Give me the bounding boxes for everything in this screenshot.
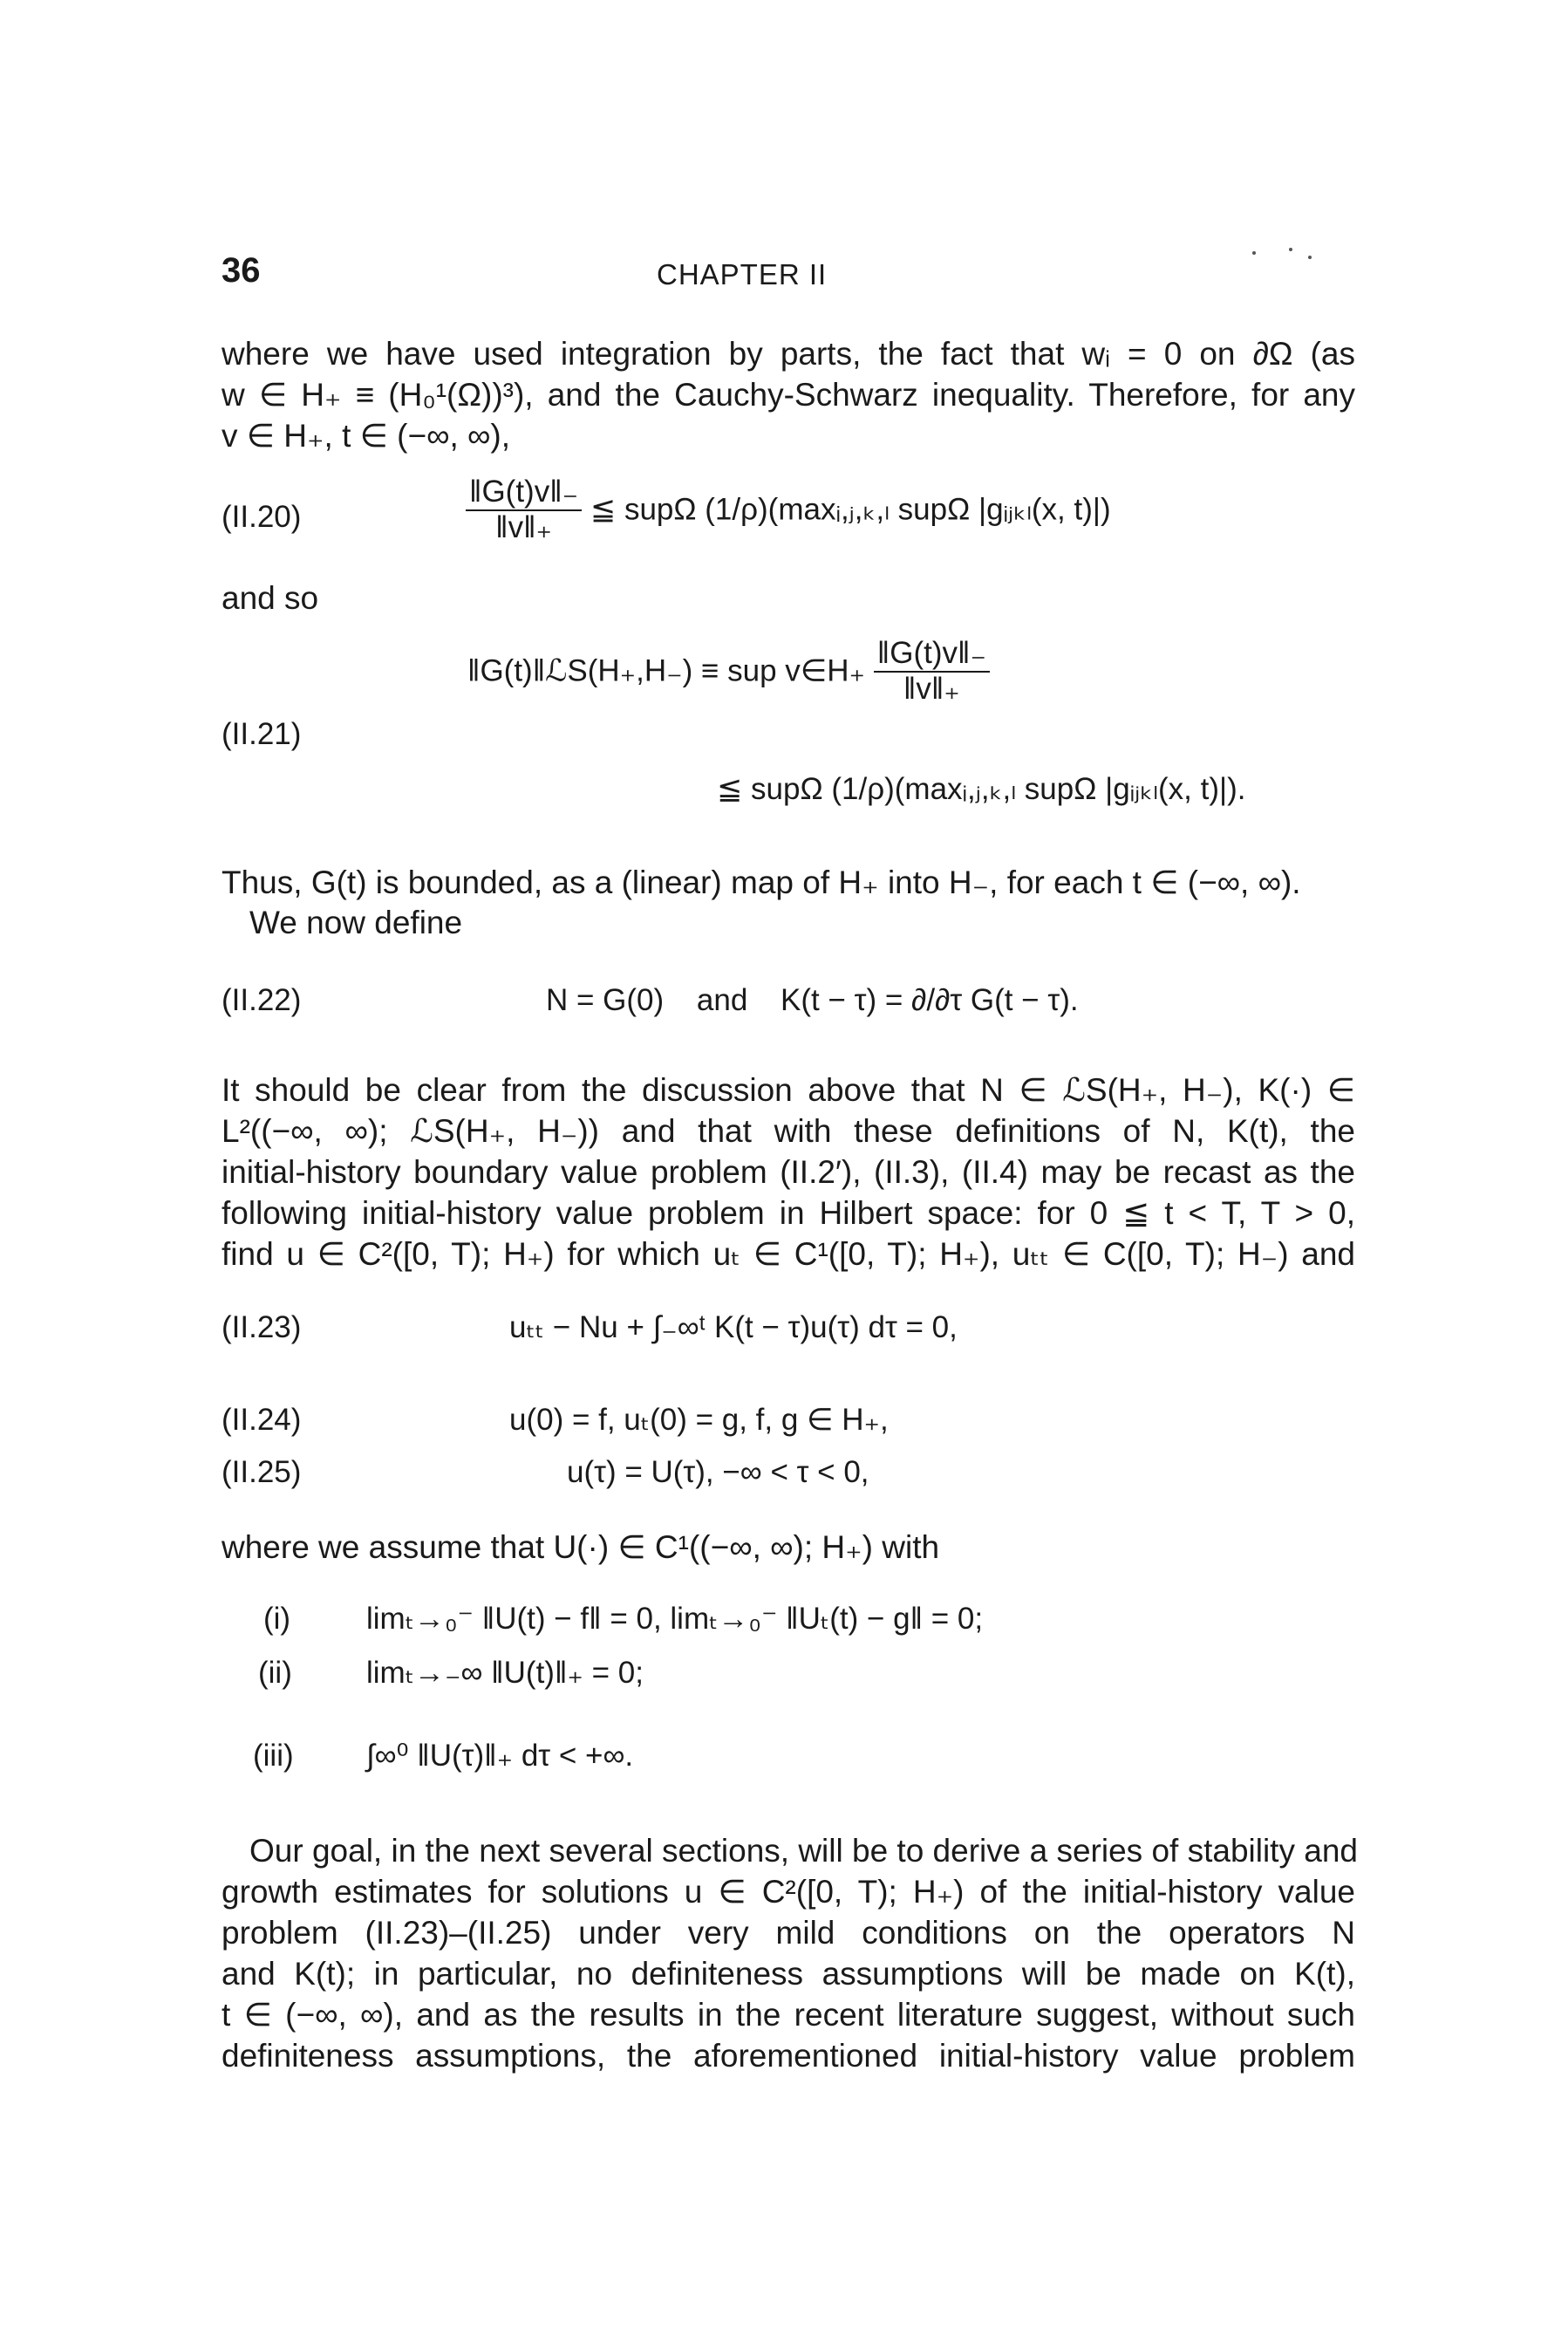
connective-text: and so xyxy=(222,580,319,616)
equation-II-21-line2: ≦ supΩ (1/ρ)(maxᵢ,ⱼ,ₖ,ₗ supΩ |gᵢⱼₖₗ(x, t)|). xyxy=(717,772,1246,806)
equation-II-20 xyxy=(466,475,1111,544)
equation-II-21-line1 xyxy=(467,637,990,706)
fraction-denominator: ‖v‖₊ xyxy=(903,671,960,706)
page-number: 36 xyxy=(222,251,261,290)
equation-label: (II.23) xyxy=(222,1310,302,1344)
equation-part: K(t − τ) = ∂/∂τ G(t − τ). xyxy=(781,983,1079,1017)
condition-text: limₜ→₀⁻ ‖U(t) − f‖ = 0, limₜ→₀⁻ ‖Uₜ(t) − g‖ = 0; xyxy=(366,1602,984,1636)
fraction-numerator: ‖G(t)v‖₋ xyxy=(874,637,990,673)
running-head: CHAPTER II xyxy=(657,258,828,290)
equation-label: (II.25) xyxy=(222,1455,302,1489)
text-line: where we have used integration by parts, the fact that wᵢ = 0 on ∂Ω (as xyxy=(222,336,1355,372)
text-line: definiteness assumptions, the aforementioned initial-history value problem xyxy=(222,2038,1355,2074)
text-line: It should be clear from the discussion above that N ∈ ℒS(H₊, H₋), K(·) ∈ xyxy=(222,1072,1355,1108)
scan-speck xyxy=(1308,256,1312,259)
condition-label: (i) xyxy=(263,1602,291,1636)
equation-II-22 xyxy=(546,983,1079,1018)
fraction-numerator: ‖G(t)v‖₋ xyxy=(466,475,582,511)
equation-label: (II.21) xyxy=(222,717,302,751)
text-line: t ∈ (−∞, ∞), and as the results in the recent literature suggest, without such xyxy=(222,1997,1355,2033)
text-line: L²((−∞, ∞); ℒS(H₊, H₋)) and that with these definitions of N, K(t), the xyxy=(222,1113,1355,1149)
condition-label: (ii) xyxy=(258,1656,292,1690)
text-line: find u ∈ C²([0, T); H₊) for which uₜ ∈ C¹([0, T); H₊), uₜₜ ∈ C([0, T); H₋) and xyxy=(222,1236,1355,1272)
text-line: w ∈ H₊ ≡ (H₀¹(Ω))³), and the Cauchy-Schwarz inequality. Therefore, for any xyxy=(222,377,1355,413)
text-line: Our goal, in the next several sections, will be to derive a series of stability and xyxy=(249,1833,1358,1869)
fraction-denominator: ‖v‖₊ xyxy=(495,509,553,544)
text-line: where we assume that U(·) ∈ C¹((−∞, ∞); H₊) with xyxy=(222,1529,940,1565)
fraction xyxy=(874,637,990,706)
equation-label: (II.20) xyxy=(222,500,302,534)
equation-rhs: ≦ supΩ (1/ρ)(maxᵢ,ⱼ,ₖ,ₗ supΩ |gᵢⱼₖₗ(x, t)|) xyxy=(590,492,1111,527)
condition-label: (iii) xyxy=(253,1739,294,1773)
text-line: following initial-history value problem in Hilbert space: for 0 ≦ t < T, T > 0, xyxy=(222,1195,1355,1231)
equation-part: N = G(0) xyxy=(546,983,665,1017)
scan-speck xyxy=(1252,251,1256,255)
scan-speck xyxy=(1289,248,1292,251)
fraction xyxy=(466,475,582,544)
paragraph-5 xyxy=(222,1830,1358,2076)
equation-lhs: ‖G(t)‖ℒS(H₊,H₋) ≡ sup v∈H₊ xyxy=(467,653,866,688)
equation-II-23: uₜₜ − Nu + ∫₋∞ᵗ K(t − τ)u(τ) dτ = 0, xyxy=(509,1310,958,1344)
text-line: Thus, G(t) is bounded, as a (linear) map of H₊ into H₋, for each t ∈ (−∞, ∞). xyxy=(222,865,1301,900)
equation-label: (II.24) xyxy=(222,1403,302,1437)
condition-text: limₜ→₋∞ ‖U(t)‖₊ = 0; xyxy=(366,1656,644,1690)
equation-connective: and xyxy=(696,983,748,1017)
equation-II-25: u(τ) = U(τ), −∞ < τ < 0, xyxy=(567,1455,869,1489)
text-line: growth estimates for solutions u ∈ C²([0, T); H₊) of the initial-history value xyxy=(222,1874,1355,1910)
text-line: and K(t); in particular, no definiteness assumptions will be made on K(t), xyxy=(222,1956,1355,1992)
paragraph-1 xyxy=(222,333,1355,456)
text-line: problem (II.23)–(II.25) under very mild conditions on the operators N xyxy=(222,1915,1355,1951)
text-line: initial-history boundary value problem (II.2′), (II.3), (II.4) may be recast as the xyxy=(222,1154,1355,1190)
condition-text: ∫∞⁰ ‖U(τ)‖₊ dτ < +∞. xyxy=(366,1739,634,1773)
text-line: v ∈ H₊, t ∈ (−∞, ∞), xyxy=(222,418,511,454)
paragraph-3 xyxy=(222,1070,1355,1275)
equation-label: (II.22) xyxy=(222,983,302,1017)
equation-II-24: u(0) = f, uₜ(0) = g, f, g ∈ H₊, xyxy=(509,1403,889,1437)
text-line: We now define xyxy=(249,905,463,940)
